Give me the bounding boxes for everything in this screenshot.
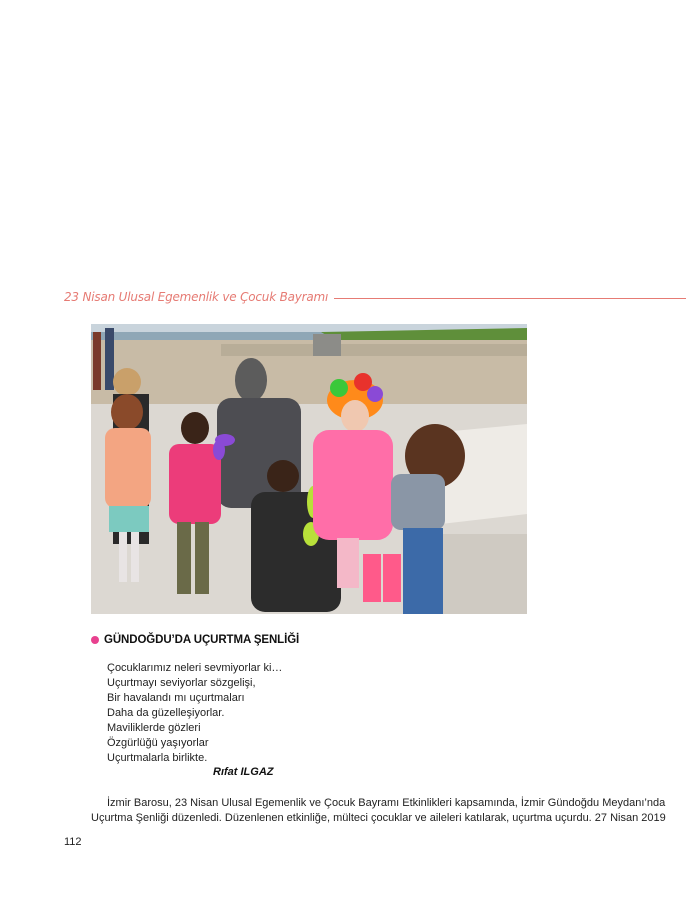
person-head	[113, 368, 141, 396]
child-coat	[169, 444, 221, 524]
costume-mask	[235, 358, 267, 402]
section-divider	[334, 298, 686, 299]
poem-line: Uçurtmayı seviyorlar sözgelişi,	[107, 677, 256, 689]
child-jeans	[403, 528, 443, 614]
stone-wall	[221, 344, 527, 356]
section-title: 23 Nisan Ulusal Egemenlik ve Çocuk Bayramı	[64, 290, 329, 304]
child-hair	[111, 394, 143, 430]
clown-boot	[383, 554, 401, 602]
child-coat	[105, 428, 151, 508]
clown-wig	[367, 386, 383, 402]
poem-author: Rıfat ILGAZ	[213, 766, 274, 778]
article-body	[91, 796, 666, 826]
clown-costume	[313, 430, 393, 540]
sea	[91, 332, 341, 340]
passerby	[105, 328, 114, 390]
article-heading	[91, 632, 299, 648]
child-leg	[177, 522, 191, 594]
bullet-dot	[91, 636, 99, 644]
poem-line: Daha da güzelleşiyorlar.	[107, 707, 225, 719]
poem-line: Özgürlüğü yaşıyorlar	[107, 737, 209, 749]
child-leg	[195, 522, 209, 594]
body-line: Uçurtma Şenliği düzenledi. Düzenlenen etkinliğe, mülteci çocuklar ve aileleri katılarak, uçurtma uçurdu. 27 Nisan 2019	[91, 812, 666, 824]
info-board	[313, 334, 341, 356]
child-hair	[181, 412, 209, 444]
clown-boot	[363, 554, 381, 602]
child-leg	[131, 532, 139, 582]
poem	[107, 661, 282, 766]
child-hair	[267, 460, 299, 492]
event-photo-illustration	[91, 324, 527, 614]
body-line: İzmir Barosu, 23 Nisan Ulusal Egemenlik ve Çocuk Bayramı Etkinlikleri kapsamında, İzmir Gündoğdu Meydanı’nda	[107, 797, 666, 809]
child-top	[391, 474, 445, 530]
clown-face	[341, 400, 369, 432]
section-header	[64, 288, 686, 306]
event-photo	[91, 324, 527, 614]
poem-line: Çocuklarımız neleri sevmiyorlar ki…	[107, 662, 283, 674]
clown-wig	[354, 373, 372, 391]
poem-line: Maviliklerde gözleri	[107, 722, 201, 734]
poem-line: Bir havalandı mı uçurtmaları	[107, 692, 245, 704]
bench-step	[441, 534, 527, 614]
clown-wig	[330, 379, 348, 397]
purple-balloon	[213, 440, 225, 460]
costume-body	[217, 398, 301, 508]
clown-leg	[337, 538, 359, 588]
poem-line: Uçurtmalarla birlikte.	[107, 752, 208, 764]
child-skirt	[109, 506, 149, 532]
page-number: 112	[64, 836, 82, 848]
article-heading-text: GÜNDOĞDU’DA UÇURTMA ŞENLİĞİ	[104, 634, 300, 646]
child-leg	[119, 532, 127, 582]
passerby	[93, 332, 101, 390]
